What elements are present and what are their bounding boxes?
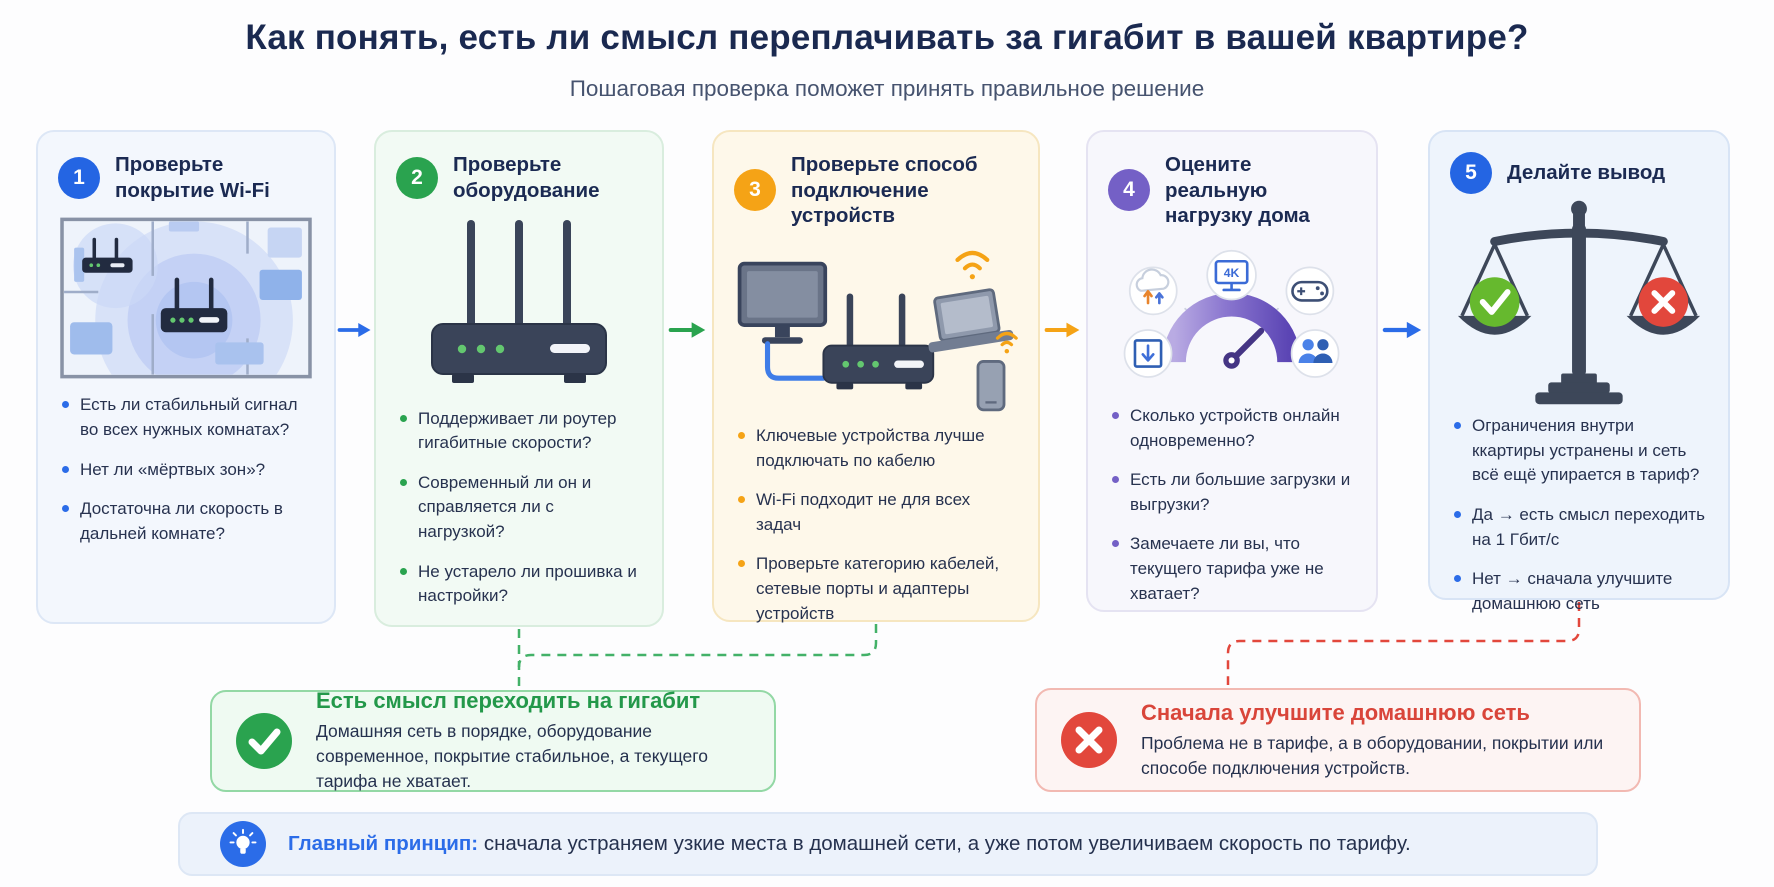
devices-icon (734, 229, 1018, 424)
principle-banner (178, 812, 1598, 876)
cross-icon (1639, 277, 1689, 327)
bullet-text: Сколько устройств онлайн одновременно? (1130, 405, 1340, 450)
check-icon (1470, 277, 1520, 327)
users-icon (1292, 330, 1339, 377)
connector-positive (519, 624, 876, 687)
flow-arrow-icon (668, 317, 708, 343)
bullet-item (1112, 532, 1356, 606)
check-icon (236, 713, 292, 769)
outcome-negative (1035, 688, 1641, 792)
bullet-item (1454, 567, 1708, 616)
bullet-item (738, 488, 1018, 537)
bullet-dot (400, 415, 407, 422)
step-header (1108, 152, 1356, 229)
bullet-text: Есть ли большие загрузки и выгрузки? (1130, 470, 1351, 514)
outcome-positive-title: Есть смысл переходить на гигабит (316, 688, 701, 714)
bullet-dot (738, 496, 745, 503)
outcome-positive-body: Домашняя сеть в порядке, оборудование современное, покрытие стабильное, а текущего тарифа не хватает. (316, 721, 708, 791)
wifi-coverage-illustration (58, 203, 314, 393)
bullet-item (62, 393, 314, 442)
bullet-text: Современный ли он и справляется ли с нагрузкой? (418, 472, 592, 542)
bullet-text: Нет → сначала улучшите домашнюю сеть (1472, 569, 1673, 613)
devices-illustration (734, 229, 1018, 424)
step-card-home-load (1086, 130, 1378, 612)
outcome-negative-body: Проблема не в тарифе, а в оборудовании, покрытии или способе подключения устройств. (1141, 732, 1604, 778)
step-title: Оцените реальную нагрузку дома (1165, 153, 1310, 228)
step-bullets (1450, 414, 1708, 616)
wifi-signal-icon (957, 253, 987, 279)
step-header (58, 152, 314, 203)
bullet-dot (400, 568, 407, 575)
scale-illustration (1450, 194, 1708, 414)
load-gauge-illustration (1108, 229, 1356, 404)
bullet-item (1454, 503, 1708, 552)
step-title: Делайте вывод (1507, 161, 1666, 185)
step-number-badge: 1 (58, 157, 100, 199)
bullet-item (1454, 414, 1708, 488)
monitor-icon (740, 264, 826, 344)
bullet-text: Замечаете ли вы, что текущего тарифа уже не хватает? (1130, 534, 1324, 603)
step-card-equipment (374, 130, 664, 627)
step-card-wifi-coverage (36, 130, 336, 624)
step-number-badge: 3 (734, 169, 776, 211)
router-icon (404, 212, 634, 397)
step-title: Проверьте способ подключение устройств (791, 153, 978, 228)
step-card-connection-method (712, 130, 1040, 622)
step-bullets (58, 393, 314, 546)
bullet-text: Поддерживает ли роутер гигабитные скорости? (418, 408, 617, 453)
bullet-dot (62, 505, 69, 512)
balance-scale-icon (1450, 194, 1708, 414)
gauge-icon (1108, 229, 1356, 404)
outcome-negative-textblock (1141, 700, 1615, 781)
router-icon (823, 293, 933, 389)
step-header (396, 152, 642, 203)
cross-icon (1061, 712, 1117, 768)
laptop-icon (921, 287, 1014, 353)
bullet-item (738, 424, 1018, 473)
bullet-dot (1454, 511, 1461, 518)
bullet-item (400, 560, 642, 609)
bullet-text: Да → есть смысл переходить на 1 Гбит/с (1472, 504, 1705, 549)
bullet-dot (738, 560, 745, 567)
step-title: Проверьте покрытие Wi-Fi (115, 153, 270, 202)
bullet-dot (738, 432, 745, 439)
step-number-badge: 5 (1450, 152, 1492, 194)
router-illustration (396, 203, 642, 406)
principle-label: Главный принцип: (288, 832, 479, 855)
bullet-item (1112, 468, 1356, 517)
outcome-positive-textblock (316, 688, 750, 794)
bullet-dot (1454, 575, 1461, 582)
page-title: Как понять, есть ли смысл переплачивать за гигабит в вашей квартире? (245, 18, 1529, 57)
flow-arrow-icon (1382, 317, 1424, 343)
bullet-text: Достаточна ли скорость в дальней комнате? (80, 499, 283, 543)
bullet-item (62, 458, 314, 483)
tv-4k-label: 4K (1223, 265, 1240, 280)
bullet-item (1112, 404, 1356, 453)
step-title: Проверьте оборудование (453, 153, 600, 202)
outcome-positive (210, 690, 776, 792)
outcome-negative-title: Сначала улучшите домашнюю сеть (1141, 699, 1530, 725)
gamepad-icon (1286, 267, 1333, 314)
step-bullets (734, 424, 1018, 626)
step-bullets (396, 407, 642, 609)
cloud-upload-icon (1130, 267, 1177, 314)
bullet-text: Есть ли стабильный сигнал во всех нужных комнатах? (80, 395, 298, 439)
bullet-text: Ключевые устройства лучше подключать по кабелю (756, 425, 985, 470)
flow-arrow-icon (337, 317, 373, 343)
bullet-dot (62, 401, 69, 408)
bullet-text: Проверьте категорию кабелей, сетевые порты и адаптеры устройств (756, 554, 1000, 623)
bullet-dot (1454, 422, 1461, 429)
bullet-dot (62, 466, 69, 473)
step-number-badge: 2 (396, 157, 438, 199)
step-card-conclusion (1428, 130, 1730, 613)
principle-text: сначала устраняем узкие места в домашней сети, а уже потом увеличиваем скорость по тарифу. (483, 832, 1411, 855)
principle-text-line (288, 832, 1411, 856)
flow-arrow-icon (1044, 317, 1082, 343)
lightbulb-icon (220, 821, 266, 867)
bullet-item (400, 471, 642, 545)
floorplan-icon (60, 217, 312, 379)
tv-4k-icon (1207, 251, 1256, 300)
bullet-text: Wi-Fi подходит не для всех задач (756, 490, 971, 534)
step-header (734, 152, 1018, 229)
download-icon (1125, 330, 1172, 377)
step-bullets (1108, 404, 1356, 606)
step-number-badge: 4 (1108, 169, 1150, 211)
bullet-item (400, 407, 642, 456)
bullet-text: Не устарело ли прошивка и настройки? (418, 561, 637, 606)
bullet-text: Нет ли «мёртвых зон»? (80, 459, 266, 479)
bullet-dot (1112, 540, 1119, 547)
bullet-item (62, 497, 314, 546)
bullet-dot (1112, 476, 1119, 483)
bullet-item (738, 552, 1018, 626)
step-header (1450, 152, 1708, 194)
bullet-dot (1112, 412, 1119, 419)
page-subtitle: Пошаговая проверка поможет принять правильное решение (569, 76, 1205, 101)
bullet-text: Ограничения внутри ккартиры устранены и сеть всё ещё упирается в тариф? (1472, 416, 1700, 485)
phone-icon (978, 361, 1004, 409)
bullet-dot (400, 479, 407, 486)
ethernet-cable (768, 344, 824, 378)
